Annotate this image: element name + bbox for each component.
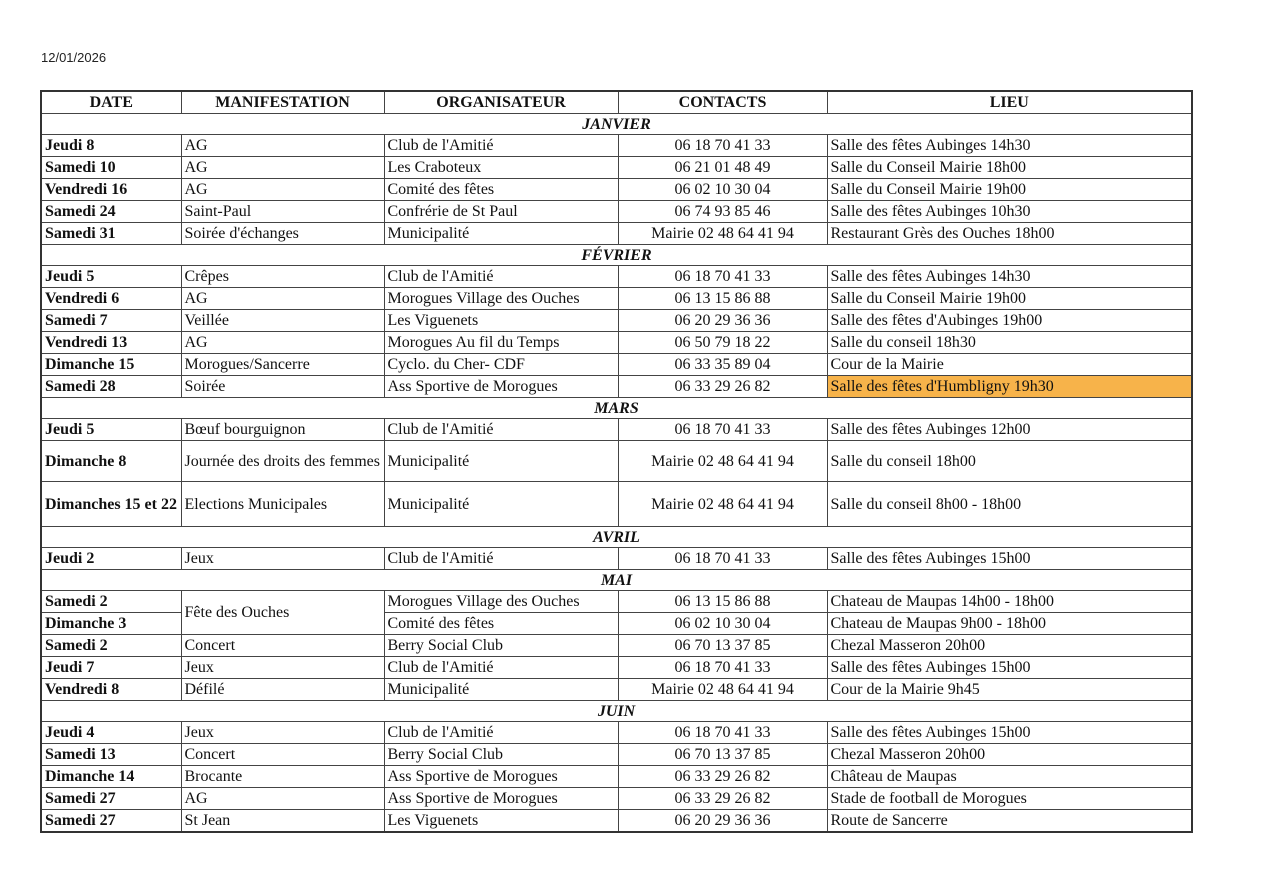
cell-date: Dimanche 15 <box>41 354 181 376</box>
cell-organisateur: Ass Sportive de Morogues <box>384 788 618 810</box>
cell-manifestation: Jeux <box>181 548 384 570</box>
cell-manifestation: St Jean <box>181 810 384 833</box>
cell-manifestation: Jeux <box>181 722 384 744</box>
cell-contact: Mairie 02 48 64 41 94 <box>618 679 827 701</box>
cell-date: Samedi 28 <box>41 376 181 398</box>
cell-contact: Mairie 02 48 64 41 94 <box>618 441 827 482</box>
cell-organisateur: Berry Social Club <box>384 635 618 657</box>
table-row <box>41 548 1192 570</box>
cell-date: Vendredi 8 <box>41 679 181 701</box>
cell-manifestation: Soirée <box>181 376 384 398</box>
cell-date: Jeudi 8 <box>41 135 181 157</box>
cell-contact: 06 18 70 41 33 <box>618 266 827 288</box>
cell-date: Samedi 27 <box>41 810 181 833</box>
cell-lieu: Salle des fêtes Aubinges 14h30 <box>827 266 1192 288</box>
cell-manifestation: Soirée d'échanges <box>181 223 384 245</box>
cell-lieu: Restaurant Grès des Ouches 18h00 <box>827 223 1192 245</box>
cell-lieu: Salle du conseil 18h00 <box>827 441 1192 482</box>
cell-manifestation: AG <box>181 179 384 201</box>
cell-lieu: Salle des fêtes Aubinges 12h00 <box>827 419 1192 441</box>
cell-contact: 06 13 15 86 88 <box>618 288 827 310</box>
cell-organisateur: Municipalité <box>384 223 618 245</box>
cell-lieu: Salle du Conseil Mairie 19h00 <box>827 179 1192 201</box>
table-row <box>41 722 1192 744</box>
month-label: MARS <box>41 398 1192 419</box>
cell-manifestation: Concert <box>181 635 384 657</box>
cell-date: Vendredi 6 <box>41 288 181 310</box>
cell-lieu: Chateau de Maupas 14h00 - 18h00 <box>827 591 1192 613</box>
cell-organisateur: Club de l'Amitié <box>384 722 618 744</box>
cell-contact: 06 74 93 85 46 <box>618 201 827 223</box>
cell-contact: 06 13 15 86 88 <box>618 591 827 613</box>
cell-date: Jeudi 7 <box>41 657 181 679</box>
table-row <box>41 810 1192 833</box>
cell-manifestation: AG <box>181 135 384 157</box>
cell-lieu: Salle du conseil 18h30 <box>827 332 1192 354</box>
table-row <box>41 288 1192 310</box>
header-manifestation: MANIFESTATION <box>181 91 384 114</box>
cell-organisateur: Les Craboteux <box>384 157 618 179</box>
cell-lieu: Chezal Masseron 20h00 <box>827 635 1192 657</box>
cell-date: Dimanches 15 et 22 <box>41 482 181 527</box>
cell-organisateur: Berry Social Club <box>384 744 618 766</box>
cell-date: Dimanche 8 <box>41 441 181 482</box>
table-row <box>41 744 1192 766</box>
cell-contact: 06 50 79 18 22 <box>618 332 827 354</box>
cell-manifestation: AG <box>181 788 384 810</box>
cell-date: Samedi 2 <box>41 591 181 613</box>
cell-contact: 06 20 29 36 36 <box>618 310 827 332</box>
table-row <box>41 657 1192 679</box>
cell-manifestation: Défilé <box>181 679 384 701</box>
cell-lieu: Route de Sancerre <box>827 810 1192 833</box>
month-label: FÉVRIER <box>41 245 1192 266</box>
cell-organisateur: Morogues Village des Ouches <box>384 288 618 310</box>
cell-lieu: Chezal Masseron 20h00 <box>827 744 1192 766</box>
cell-manifestation: Crêpes <box>181 266 384 288</box>
cell-manifestation: Fête des Ouches <box>181 591 384 635</box>
cell-contact: 06 33 29 26 82 <box>618 766 827 788</box>
cell-date: Vendredi 16 <box>41 179 181 201</box>
month-label: MAI <box>41 570 1192 591</box>
cell-lieu: Salle du Conseil Mairie 18h00 <box>827 157 1192 179</box>
table-row <box>41 310 1192 332</box>
cell-date: Samedi 7 <box>41 310 181 332</box>
cell-contact: 06 18 70 41 33 <box>618 135 827 157</box>
cell-date: Samedi 31 <box>41 223 181 245</box>
cell-lieu: Stade de football de Morogues <box>827 788 1192 810</box>
cell-lieu: Salle des fêtes d'Aubinges 19h00 <box>827 310 1192 332</box>
cell-lieu-highlighted: Salle des fêtes d'Humbligny 19h30 <box>827 376 1192 398</box>
month-label: JUIN <box>41 701 1192 722</box>
cell-lieu: Salle des fêtes Aubinges 15h00 <box>827 548 1192 570</box>
cell-date: Samedi 27 <box>41 788 181 810</box>
cell-organisateur: Comité des fêtes <box>384 179 618 201</box>
month-row <box>41 527 1192 548</box>
cell-organisateur: Ass Sportive de Morogues <box>384 766 618 788</box>
cell-lieu: Chateau de Maupas 9h00 - 18h00 <box>827 613 1192 635</box>
cell-organisateur: Morogues Village des Ouches <box>384 591 618 613</box>
cell-date: Samedi 13 <box>41 744 181 766</box>
header-organisateur: ORGANISATEUR <box>384 91 618 114</box>
cell-contact: 06 33 29 26 82 <box>618 376 827 398</box>
cell-lieu: Salle des fêtes Aubinges 15h00 <box>827 722 1192 744</box>
cell-organisateur: Confrérie de St Paul <box>384 201 618 223</box>
cell-manifestation: Saint-Paul <box>181 201 384 223</box>
cell-organisateur: Club de l'Amitié <box>384 135 618 157</box>
table-row <box>41 201 1192 223</box>
cell-organisateur: Municipalité <box>384 441 618 482</box>
month-row <box>41 245 1192 266</box>
table-row <box>41 591 1192 613</box>
cell-lieu: Salle du Conseil Mairie 19h00 <box>827 288 1192 310</box>
month-row <box>41 114 1192 135</box>
cell-contact: 06 18 70 41 33 <box>618 722 827 744</box>
table-row <box>41 376 1192 398</box>
table-row <box>41 266 1192 288</box>
table-row <box>41 441 1192 482</box>
month-label: AVRIL <box>41 527 1192 548</box>
cell-contact: 06 33 29 26 82 <box>618 788 827 810</box>
cell-manifestation: Jeux <box>181 657 384 679</box>
cell-contact: 06 20 29 36 36 <box>618 810 827 833</box>
table-row <box>41 179 1192 201</box>
cell-contact: 06 18 70 41 33 <box>618 548 827 570</box>
cell-organisateur: Les Viguenets <box>384 810 618 833</box>
month-label: JANVIER <box>41 114 1192 135</box>
cell-manifestation: AG <box>181 157 384 179</box>
cell-date: Dimanche 3 <box>41 613 181 635</box>
header-lieu: LIEU <box>827 91 1192 114</box>
cell-date: Jeudi 5 <box>41 419 181 441</box>
cell-contact: 06 02 10 30 04 <box>618 179 827 201</box>
cell-date: Samedi 2 <box>41 635 181 657</box>
cell-organisateur: Municipalité <box>384 679 618 701</box>
cell-organisateur: Club de l'Amitié <box>384 266 618 288</box>
table-row <box>41 766 1192 788</box>
cell-contact: Mairie 02 48 64 41 94 <box>618 223 827 245</box>
cell-manifestation: Concert <box>181 744 384 766</box>
cell-date: Jeudi 4 <box>41 722 181 744</box>
cell-lieu: Salle des fêtes Aubinges 14h30 <box>827 135 1192 157</box>
cell-lieu: Château de Maupas <box>827 766 1192 788</box>
cell-contact: Mairie 02 48 64 41 94 <box>618 482 827 527</box>
cell-lieu: Salle des fêtes Aubinges 10h30 <box>827 201 1192 223</box>
cell-organisateur: Club de l'Amitié <box>384 548 618 570</box>
cell-contact: 06 70 13 37 85 <box>618 744 827 766</box>
table-row <box>41 679 1192 701</box>
cell-contact: 06 18 70 41 33 <box>618 657 827 679</box>
cell-manifestation: Bœuf bourguignon <box>181 419 384 441</box>
cell-organisateur: Les Viguenets <box>384 310 618 332</box>
cell-contact: 06 33 35 89 04 <box>618 354 827 376</box>
table-row <box>41 419 1192 441</box>
cell-organisateur: Morogues Au fil du Temps <box>384 332 618 354</box>
cell-contact: 06 70 13 37 85 <box>618 635 827 657</box>
cell-date: Jeudi 2 <box>41 548 181 570</box>
cell-manifestation: Morogues/Sancerre <box>181 354 384 376</box>
cell-manifestation: Brocante <box>181 766 384 788</box>
cell-contact: 06 21 01 48 49 <box>618 157 827 179</box>
cell-manifestation: AG <box>181 332 384 354</box>
cell-organisateur: Ass Sportive de Morogues <box>384 376 618 398</box>
cell-date: Samedi 24 <box>41 201 181 223</box>
cell-manifestation: Journée des droits des femmes <box>181 441 384 482</box>
cell-organisateur: Club de l'Amitié <box>384 419 618 441</box>
month-row <box>41 398 1192 419</box>
header-row <box>41 91 1192 114</box>
cell-manifestation: Elections Municipales <box>181 482 384 527</box>
table-row <box>41 788 1192 810</box>
table-row <box>41 332 1192 354</box>
cell-organisateur: Cyclo. du Cher- CDF <box>384 354 618 376</box>
table-row <box>41 635 1192 657</box>
cell-manifestation: AG <box>181 288 384 310</box>
month-row <box>41 701 1192 722</box>
cell-date: Vendredi 13 <box>41 332 181 354</box>
events-table <box>40 90 1193 833</box>
cell-organisateur: Club de l'Amitié <box>384 657 618 679</box>
header-date: DATE <box>41 91 181 114</box>
cell-organisateur: Municipalité <box>384 482 618 527</box>
print-date: 12/01/2026 <box>41 50 107 65</box>
cell-lieu: Salle des fêtes Aubinges 15h00 <box>827 657 1192 679</box>
cell-manifestation: Veillée <box>181 310 384 332</box>
header-contacts: CONTACTS <box>618 91 827 114</box>
table-row <box>41 223 1192 245</box>
cell-organisateur: Comité des fêtes <box>384 613 618 635</box>
cell-lieu: Cour de la Mairie 9h45 <box>827 679 1192 701</box>
cell-lieu: Salle du conseil 8h00 - 18h00 <box>827 482 1192 527</box>
table-row <box>41 135 1192 157</box>
cell-date: Jeudi 5 <box>41 266 181 288</box>
cell-contact: 06 02 10 30 04 <box>618 613 827 635</box>
table-row <box>41 482 1192 527</box>
cell-contact: 06 18 70 41 33 <box>618 419 827 441</box>
cell-date: Dimanche 14 <box>41 766 181 788</box>
table-row <box>41 354 1192 376</box>
table-row <box>41 157 1192 179</box>
cell-date: Samedi 10 <box>41 157 181 179</box>
month-row <box>41 570 1192 591</box>
cell-lieu: Cour de la Mairie <box>827 354 1192 376</box>
